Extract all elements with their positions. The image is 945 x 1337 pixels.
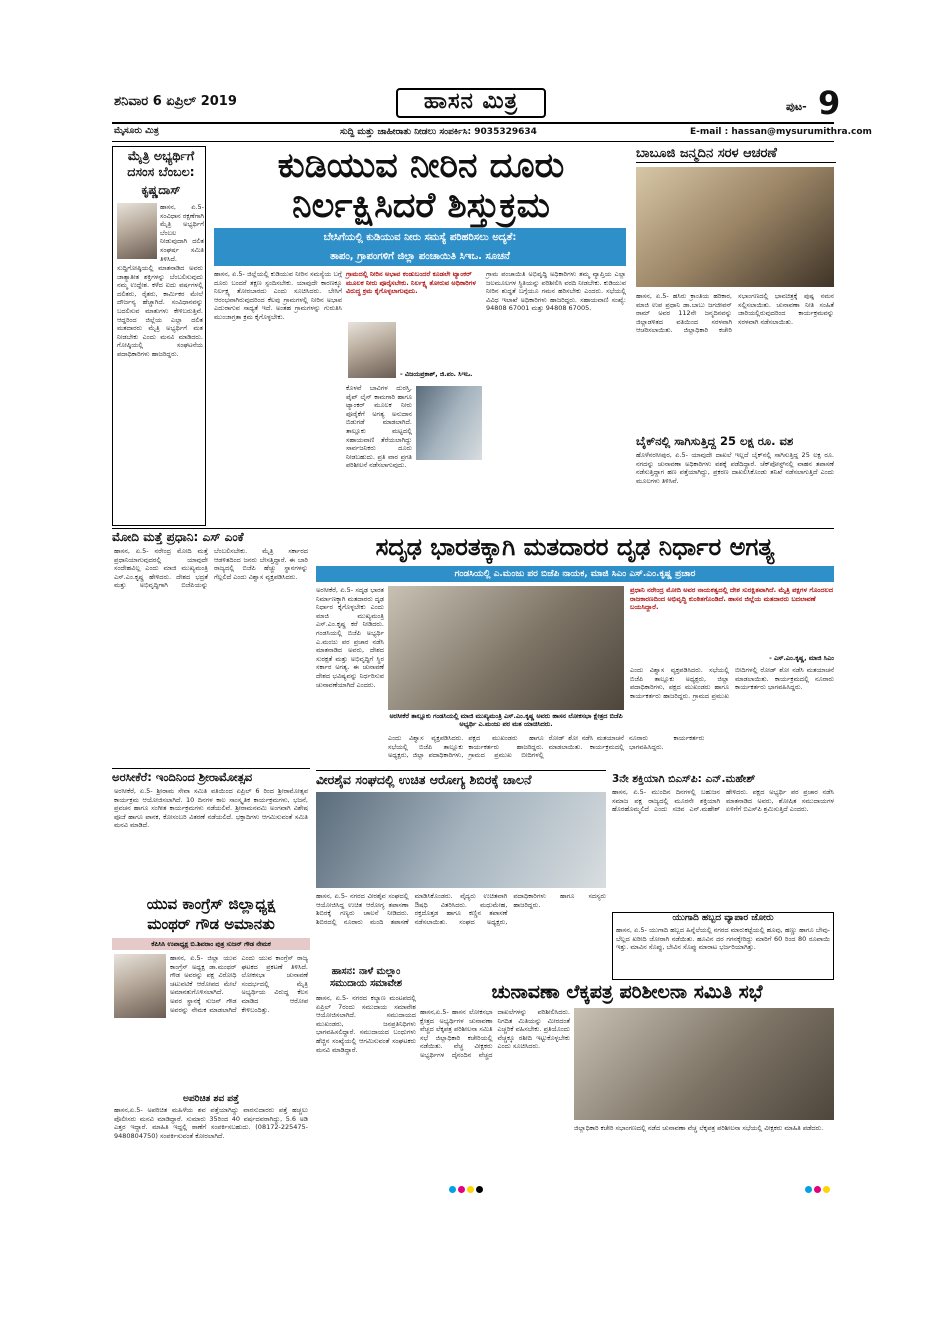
masthead: ಹಾಸನ ಮಿತ್ರ	[423, 88, 519, 114]
magenta-mark	[814, 1186, 821, 1193]
banner-title: ಸದೃಢ ಭಾರತಕ್ಕಾಗಿ ಮತದಾರರ ದೃಢ ನಿರ್ಧಾರ ಅಗತ್ಯ	[375, 532, 775, 561]
manthar-photo	[114, 954, 166, 1018]
lead-subtitle-1: ಬೇಸಿಗೆಯಲ್ಲಿ ಕುಡಿಯುವ ನೀರು ಸಮಸ್ಯೆ ಪರಿಹರಿಸಲು ಅದ್ಯತೆ:	[323, 232, 517, 243]
babuji-title: ಬಾಬೂಜಿ ಜನ್ಮದಿನ ಸರಳ ಆಚರಣೆ	[636, 146, 836, 163]
meeting-body: ಹಾಸನ, ಏ.5- ನಗರದ ಕಲ್ಯಾಣ ಮಂಟಪದಲ್ಲಿ ಏಪ್ರಿಲ್ 7ರಂದು ಸಮುದಾಯ ಸಮಾವೇಶ ಆಯೋಜಿಸಲಾಗಿದೆ. ಸಮುದಾಯದ ಮುಖಂಡರು, ಜನಪ್ರತಿನಿಧಿಗಳು ಭಾಗವಹಿಸಲಿದ್ದಾರೆ. ಸಮುದಾಯದ ಬಂಧುಗಳು ಹೆಚ್ಚಿನ ಸಂಖ್ಯೆಯಲ್ಲಿ ಆಗಮಿಸುವಂತೆ ಸಂಘಟಕರು ಮನವಿ ಮಾಡಿದ್ದಾರೆ.	[316, 994, 416, 1054]
rally-caption: ಅರಸೀಕೆರೆ ತಾಲ್ಲೂಕು ಗಂಡಸಿಯಲ್ಲಿ ಮಾಜಿ ಮುಖ್ಯಮಂತ್ರಿ ಎಸ್.ಎಂ.ಕೃಷ್ಣ ಅವರು ಹಾಸನ ಲೋಕಸಭಾ ಕ್ಷೇತ್ರದ ಬಿಜೆಪಿ ಅಭ್ಯರ್ಥಿ ಎ.ಮಂಜು ಪರ ಮತ ಯಾಚಿಸಿದರು.	[389, 712, 623, 728]
bike-cash-body: ಹೊಳೆನರಸೀಪುರ, ಏ.5- ಯಾವುದೇ ದಾಖಲೆ ಇಲ್ಲದೆ ಬೈಕ್‌ನಲ್ಲಿ ಸಾಗಿಸುತ್ತಿದ್ದ 25 ಲಕ್ಷ ರೂ. ನಗದನ್ನು ಚುನಾವಣಾ ಅಧಿಕಾರಿಗಳು ವಶಕ್ಕೆ ಪಡೆದಿದ್ದಾರೆ. ಚೆಕ್‌ಪೋಸ್ಟ್‌ನಲ್ಲಿ ವಾಹನ ತಪಾಸಣೆ ನಡೆಸುತ್ತಿದ್ದಾಗ ಹಣ ಪತ್ತೆಯಾಗಿದ್ದು, ಪ್ರಕರಣ ದಾಖಲಿಸಿಕೊಂಡು ತನಿಖೆ ನಡೆಸಲಾಗುತ್ತಿದೆ ಎಂದು ಮೂಲಗಳು ತಿಳಿಸಿವೆ.	[636, 451, 834, 485]
sriram-title: ಅರಸೀಕೆರೆ: ಇಂದಿನಿಂದ ಶ್ರೀರಾಮೋತ್ಸವ	[112, 770, 253, 784]
ugadi-body: ಹಾಸನ, ಏ.5- ಯುಗಾದಿ ಹಬ್ಬದ ಹಿನ್ನೆಲೆಯಲ್ಲಿ ನಗರದ ಮಾರುಕಟ್ಟೆಯಲ್ಲಿ ಹೂವು, ಹಣ್ಣು ಹಾಗೂ ಬೇವು-ಬೆಲ್ಲದ ಖರೀದಿ ಜೋರಾಗಿ ನಡೆಯಿತು. ಹೂವಿನ ದರ ಗಗನಕ್ಕೇರಿದ್ದು ಮಾರಿಗೆ 60 ರಿಂದ 80 ರೂಪಾಯಿ ಇತ್ತು. ಮಾವಿನ ಸೊಪ್ಪು, ಬೇವಿನ ಸೊಪ್ಪು ಮಾರಾಟ ಭರ್ಜರಿಯಾಗಿತ್ತು.	[616, 926, 830, 952]
modi-title: ಮೋದಿ ಮತ್ತೆ ಪ್ರಧಾನಿ: ಎಸ್ ಎಂಕೆ	[112, 530, 244, 544]
black-mark	[476, 1186, 483, 1193]
meeting-title-2: ಸಮುದಾಯ ಸಮಾವೇಶ	[330, 978, 402, 989]
health-camp-photo	[316, 792, 606, 888]
registration-marks-right	[804, 1178, 844, 1188]
banner-body: ಅರಸೀಕೆರೆ, ಏ.5- ಸದೃಢ ಭಾರತ ನಿರ್ಮಾಣಕ್ಕಾಗಿ ಮತದಾರರು ದೃಢ ನಿರ್ಧಾರ ಕೈಗೊಳ್ಳಬೇಕು ಎಂದು ಮಾಜಿ ಮುಖ್ಯಮಂತ್ರಿ ಎಸ್.ಎಂ.ಕೃಷ್ಣ ಕರೆ ನೀಡಿದರು. ಗಂಡಸಿಯಲ್ಲಿ ಬಿಜೆಪಿ ಅಭ್ಯರ್ಥಿ ಎ.ಮಂಜು ಪರ ಪ್ರಚಾರ ನಡೆಸಿ ಮಾತನಾಡಿದ ಅವರು, ದೇಶದ ಸುರಕ್ಷತೆ ಮತ್ತು ಅಭಿವೃದ್ಧಿಗೆ ಸ್ಥಿರ ಸರ್ಕಾರ ಅಗತ್ಯ. ಈ ಚುನಾವಣೆ ದೇಶದ ಭವಿಷ್ಯವನ್ನು ನಿರ್ಧರಿಸುವ ಚುನಾವಣೆಯಾಗಿದೆ ಎಂದರು.	[316, 586, 384, 689]
unknown-body: ಹಾಸನ,ಏ.5- ಅಪರಿಚಿತ ಮಹಿಳೆಯ ಶವ ಪತ್ತೆಯಾಗಿದ್ದು ವಾರಸುದಾರರು ಪತ್ತೆ ಹಚ್ಚಲು ಪೊಲೀಸರು ಮನವಿ ಮಾಡಿದ್ದಾರೆ. ಸುಮಾರು 35ರಿಂದ 40 ವರ್ಷದವರಾಗಿದ್ದು, 5.6 ಅಡಿ ಎತ್ತರ ಇದ್ದಾರೆ. ಮಾಹಿತಿ ಇದ್ದಲ್ಲಿ ಠಾಣೆಗೆ ಸಂಪರ್ಕಿಸಬಹುದು. (08172-225475-9480804750) ಸಂಪರ್ಕಿಸುವಂತೆ ಕೋರಲಾಗಿದೆ.	[114, 1106, 308, 1140]
ugadi-title: ಯುಗಾದಿ ಹಬ್ಬದ ವ್ಯಾಪಾರ ಜೋರು	[672, 913, 774, 923]
lead-body-3: ಗ್ರಾಮ ಪಂಚಾಯಿತಿ ಅಭಿವೃದ್ಧಿ ಅಧಿಕಾರಿಗಳು ತಮ್ಮ ವ್ಯಾಪ್ತಿಯ ಎಲ್ಲಾ ಜಲಮೂಲಗಳ ಸ್ಥಿತಿಯನ್ನು ಪರಿಶೀಲಿಸಿ ವರದಿ ನೀಡಬೇಕು. ಕುಡಿಯುವ ನೀರಿನ ಶುದ್ಧತೆ ಬಗ್ಗೆಯೂ ಗಮನ ಹರಿಸಬೇಕು ಎಂದರು. ಸಭೆಯಲ್ಲಿ ವಿವಿಧ ಇಲಾಖೆ ಅಧಿಕಾರಿಗಳು ಹಾಜರಿದ್ದರು. ಸಹಾಯವಾಣಿ ಸಂಖ್ಯೆ: 94808 67001 ಮತ್ತು 94808 67005.	[486, 270, 626, 313]
sriram-body: ಅರಸೀಕೆರೆ, ಏ.5- ಶ್ರೀರಾಮ ಸೇವಾ ಸಮಿತಿ ವತಿಯಿಂದ ಏಪ್ರಿಲ್ 6 ರಿಂದ ಶ್ರೀರಾಮೋತ್ಸವ ಕಾರ್ಯಕ್ರಮ ಆಯೋಜಿಸಲಾಗಿದೆ. 10 ದಿನಗಳ ಕಾಲ ಸಾಂಸ್ಕೃತಿಕ ಕಾರ್ಯಕ್ರಮಗಳು, ಭಜನೆ, ಪ್ರವಚನ ಹಾಗೂ ಸಂಗೀತ ಕಾರ್ಯಕ್ರಮಗಳು ನಡೆಯಲಿವೆ. ಶ್ರೀರಾಮನವಮಿ ಅಂಗವಾಗಿ ವಿಶೇಷ ಪೂಜೆ ಹಾಗೂ ಪಾನಕ, ಕೋಸಂಬರಿ ವಿತರಣೆ ನಡೆಯಲಿದೆ. ಭಕ್ತಾದಿಗಳು ಆಗಮಿಸುವಂತೆ ಸಮಿತಿ ಮನವಿ ಮಾಡಿದೆ.	[114, 787, 308, 830]
veerashaiva-title: ವೀರಶೈವ ಸಂಘದಲ್ಲಿ ಉಚಿತ ಆರೋಗ್ಯ ಶಿಬಿರಕ್ಕೆ ಚಾಲನೆ	[316, 772, 532, 787]
lead-subtitle-ribbon	[214, 228, 626, 266]
yellow-mark	[823, 1186, 830, 1193]
lead-byline: - ವಿಜಯಪ್ರಕಾಶ್, ಜಿ.ಪಂ. ಸಿಇಒ.	[400, 370, 473, 378]
lead-body-2: ಕೊಳವೆ ಬಾವಿಗಳ ದುರಸ್ತಿ, ಪೈಪ್ ಲೈನ್ ಕಾಮಗಾರಿ ಹಾಗೂ ಟ್ಯಾಂಕರ್ ಮೂಲಕ ನೀರು ಪೂರೈಕೆಗೆ ಅಗತ್ಯ ಅನುದಾನ ಬಿಡುಗಡೆ ಮಾಡಲಾಗಿದೆ. ತಾಲ್ಲೂಕು ಮಟ್ಟದಲ್ಲಿ ಸಹಾಯವಾಣಿ ತೆರೆಯಲಾಗಿದ್ದು ಸಾರ್ವಜನಿಕರು ದೂರು ನೀಡಬಹುದು. ಪ್ರತಿ ವಾರ ಪ್ರಗತಿ ಪರಿಶೀಲನೆ ನಡೆಸಲಾಗುವುದು.	[346, 384, 412, 470]
ceo-photo	[348, 322, 396, 378]
section-rule-1	[112, 528, 834, 529]
contact-line: ಸುದ್ದಿ ಮತ್ತು ಜಾಹೀರಾತು ನೀಡಲು ಸಂಪರ್ಕಿಸಿ: 9035329634	[340, 127, 537, 137]
yellow-mark	[467, 1186, 474, 1193]
cyan-mark	[449, 1186, 456, 1193]
meeting-title-1: ಹಾಸನ: ನಾಳೆ ಮಲ್ಲಾಂ	[331, 966, 401, 977]
lead-pull-quote: ಗ್ರಾಮದಲ್ಲಿ ನೀರಿನ ಅಭಾವ ಕಂಡುಬಂದರೆ ಕೂಡಲೇ ಟ್ಯಾಂಕರ್ ಮೂಲಕ ನೀರು ಪೂರೈಸಬೇಕು. ನಿರ್ಲಕ್ಷ್ಯ ತೋರುವ ಅಧಿಕಾರಿಗಳ ವಿರುದ್ಧ ಕ್ರಮ ಕೈಗೊಳ್ಳಲಾಗುವುದು.	[346, 270, 476, 296]
page-label: ಪುಟ-	[786, 100, 807, 113]
election-title: ಚುನಾವಣಾ ಲೆಕ್ಕಪತ್ರ ಪರಿಶೀಲನಾ ಸಮಿತಿ ಸಭೆ	[491, 981, 763, 1003]
banner-quote: ಪ್ರಧಾನಿ ನರೇಂದ್ರ ಮೋದಿ ಅವರ ನಾಯಕತ್ವದಲ್ಲಿ ದೇಶ ಸುರಕ್ಷಿತವಾಗಿದೆ. ಮೈತ್ರಿ ಪಕ್ಷಗಳ ಗೊಂದಲದ ರಾಜಕಾರಣದಿಂದ ಅಭಿವೃದ್ಧಿ ಕುಂಠಿತಗೊಂಡಿದೆ. ಹಾಸನ ಜಿಲ್ಲೆಯ ಮತದಾರರು ಬದಲಾವಣೆ ಬಯಸಿದ್ದಾರೆ.	[630, 586, 834, 612]
brand-left: ಮೈಸೂರು ಮಿತ್ರ	[114, 126, 159, 136]
section-rule-3	[316, 770, 606, 771]
election-body: ಹಾಸನ,ಏ.5- ಹಾಸನ ಲೋಕಸಭಾ ಕ್ಷೇತ್ರದ ಅಭ್ಯರ್ಥಿಗಳ ಚುನಾವಣಾ ವೆಚ್ಚದ ಲೆಕ್ಕಪತ್ರ ಪರಿಶೀಲನಾ ಸಮಿತಿ ಸಭೆ ಜಿಲ್ಲಾಧಿಕಾರಿ ಕಚೇರಿಯಲ್ಲಿ ನಡೆಯಿತು. ವೆಚ್ಚ ವೀಕ್ಷಕರು ಅಭ್ಯರ್ಥಿಗಳ ದೈನಂದಿನ ವೆಚ್ಚದ ದಾಖಲೆಗಳನ್ನು ಪರಿಶೀಲಿಸಿದರು. ನಿಗದಿತ ಮಿತಿಯನ್ನು ಮೀರದಂತೆ ಎಚ್ಚರಿಕೆ ವಹಿಸಬೇಕು. ಪ್ರತಿಯೊಂದು ವೆಚ್ಚಕ್ಕೂ ರಶೀದಿ ಇಟ್ಟುಕೊಳ್ಳಬೇಕು ಎಂದು ಸೂಚಿಸಿದರು.	[420, 1008, 570, 1059]
header-rule-2	[112, 141, 834, 142]
registration-marks	[448, 1178, 508, 1188]
section-rule-2	[112, 768, 310, 769]
banner-body-right: ಎಂದು ವಿಶ್ವಾಸ ವ್ಯಕ್ತಪಡಿಸಿದರು. ಸಭೆಯಲ್ಲಿ ಬಿಜೆಪಿ ತಾಲ್ಲೂಕು ಅಧ್ಯಕ್ಷರು, ಜಿಲ್ಲಾ ಪದಾಧಿಕಾರಿಗಳು, ಪಕ್ಷದ ಮುಖಂಡರು ಹಾಗೂ ಕಾರ್ಯಕರ್ತರು ಹಾಜರಿದ್ದರು. ಗ್ರಾಮದ ಪ್ರಮುಖ ಬೀದಿಗಳಲ್ಲಿ ರೋಡ್ ಶೋ ನಡೆಸಿ ಮತಯಾಚನೆ ಮಾಡಲಾಯಿತು. ಕಾರ್ಯಕ್ರಮದಲ್ಲಿ ನೂರಾರು ಕಾರ್ಯಕರ್ತರು ಭಾಗವಹಿಸಿದ್ದರು.	[630, 666, 834, 700]
banner-subtitle: ಗಂಡಸಿಯಲ್ಲಿ ಎ.ಮಂಜು ಪರ ಬಿಜೆಪಿ ನಾಯಕ, ಮಾಜಿ ಸಿಎಂ ಎಸ್.ಎಂ.ಕೃಷ್ಣ ಪ್ರಚಾರ	[316, 566, 834, 582]
unknown-title: ಅಪರಿಚಿತ ಶವ ಪತ್ತೆ	[183, 1094, 239, 1104]
maitri-title-1: ಮೈತ್ರಿ ಅಭ್ಯರ್ಥಿಗೆ	[127, 148, 195, 163]
banner-body-continued: ಎಂದು ವಿಶ್ವಾಸ ವ್ಯಕ್ತಪಡಿಸಿದರು. ಸಭೆಯಲ್ಲಿ ಬಿಜೆಪಿ ತಾಲ್ಲೂಕು ಅಧ್ಯಕ್ಷರು, ಜಿಲ್ಲಾ ಪದಾಧಿಕಾರಿಗಳು, ಪಕ್ಷದ ಮುಖಂಡರು ಹಾಗೂ ಕಾರ್ಯಕರ್ತರು ಹಾಜರಿದ್ದರು. ಗ್ರಾಮದ ಪ್ರಮುಖ ಬೀದಿಗಳಲ್ಲಿ ರೋಡ್ ಶೋ ನಡೆಸಿ ಮತಯಾಚನೆ ಮಾಡಲಾಯಿತು. ಕಾರ್ಯಕ್ರಮದಲ್ಲಿ ನೂರಾರು ಕಾರ್ಯಕರ್ತರು ಭಾಗವಹಿಸಿದ್ದರು.	[388, 734, 705, 760]
election-meeting-photo	[574, 1008, 834, 1120]
lead-title-1: ಕುಡಿಯುವ ನೀರಿನ ದೂರು	[277, 145, 565, 186]
krishnadas-photo	[117, 203, 157, 259]
lead-body-1: ಹಾಸನ, ಏ.5- ಜಿಲ್ಲೆಯಲ್ಲಿ ಕುಡಿಯುವ ನೀರಿನ ಸಮಸ್ಯೆಯ ಬಗ್ಗೆ ದೂರು ಬಂದರೆ ತಕ್ಷಣ ಸ್ಪಂದಿಸಬೇಕು. ಯಾವುದೇ ಕಾರಣಕ್ಕೂ ನಿರ್ಲಕ್ಷ್ಯ ತೋರಬಾರದು ಎಂದು ಸೂಚಿಸಿದರು. ಬೇಸಿಗೆ ಆರಂಭವಾಗಿರುವುದರಿಂದ ಕೆಲವು ಗ್ರಾಮಗಳಲ್ಲಿ ನೀರಿನ ಅಭಾವ ಎದುರಾಗುವ ಸಾಧ್ಯತೆ ಇದೆ. ಅಂತಹ ಗ್ರಾಮಗಳನ್ನು ಗುರುತಿಸಿ ಮುಂಜಾಗ್ರತಾ ಕ್ರಮ ಕೈಗೊಳ್ಳಬೇಕು.	[214, 270, 342, 321]
page-number: 9	[818, 84, 841, 122]
youth-title-1: ಯುವ ಕಾಂಗ್ರೆಸ್ ಜಿಲ್ಲಾಧ್ಯಕ್ಷ	[146, 895, 276, 913]
cyan-mark	[805, 1186, 812, 1193]
modi-body: ಹಾಸನ, ಏ.5- ನರೇಂದ್ರ ಮೋದಿ ಮತ್ತೆ ಪ್ರಧಾನಿಯಾಗುವುದರಲ್ಲಿ ಯಾವುದೇ ಸಂದೇಹವಿಲ್ಲ ಎಂದು ಮಾಜಿ ಮುಖ್ಯಮಂತ್ರಿ ಎಸ್.ಎಂ.ಕೃಷ್ಣ ಹೇಳಿದರು. ದೇಶದ ಭದ್ರತೆ ಮತ್ತು ಅಭಿವೃದ್ಧಿಗಾಗಿ ಬಿಜೆಪಿಯನ್ನು ಬೆಂಬಲಿಸಬೇಕು. ಮೈತ್ರಿ ಸರ್ಕಾರದ ಆಡಳಿತದಿಂದ ಜನರು ಬೇಸತ್ತಿದ್ದಾರೆ. ಈ ಬಾರಿ ರಾಜ್ಯದಲ್ಲಿ ಬಿಜೆಪಿ ಹೆಚ್ಚು ಸ್ಥಾನಗಳನ್ನು ಗೆಲ್ಲಲಿದೆ ಎಂದು ವಿಶ್ವಾಸ ವ್ಯಕ್ತಪಡಿಸಿದರು.	[114, 547, 308, 590]
contact-email: E-mail : hassan@mysurumithra.com	[690, 127, 872, 137]
mahesh-title: 3ನೇ ಶಕ್ತಿಯಾಗಿ ಬಿಎಸ್‌ಪಿ: ಎನ್.ಮಹೇಶ್	[612, 773, 756, 785]
banner-quote-by: - ಎಸ್.ಎಂ.ಕೃಷ್ಣ, ಮಾಜಿ ಸಿಎಂ	[769, 654, 834, 662]
lead-title-2: ನಿರ್ಲಕ್ಷಿಸಿದರೆ ಶಿಸ್ತುಕ್ರಮ	[292, 185, 550, 226]
rally-photo	[388, 586, 624, 710]
youth-subtitle: ಕೆಪಿಸಿಸಿ ಉಪಾಧ್ಯಕ್ಷ ಬಿ.ಶಿವರಾಂ ಪುತ್ರ ಸುಜನ್ ಗೌಡ ನೇಮಕ	[112, 938, 310, 950]
header-rule	[112, 122, 834, 124]
veerashaiva-body: ಹಾಸನ, ಏ.5- ನಗರದ ವೀರಶೈವ ಸಂಘದಲ್ಲಿ ಆಯೋಜಿಸಿದ್ದ ಉಚಿತ ಆರೋಗ್ಯ ತಪಾಸಣಾ ಶಿಬಿರಕ್ಕೆ ಗಣ್ಯರು ಚಾಲನೆ ನೀಡಿದರು. ಶಿಬಿರದಲ್ಲಿ ನೂರಾರು ಮಂದಿ ತಪಾಸಣೆ ಮಾಡಿಸಿಕೊಂಡರು. ವೈದ್ಯರು ಉಚಿತವಾಗಿ ಔಷಧಿ ವಿತರಿಸಿದರು. ಮಧುಮೇಹ, ರಕ್ತದೊತ್ತಡ ಹಾಗೂ ಕಣ್ಣಿನ ತಪಾಸಣೆ ನಡೆಸಲಾಯಿತು. ಸಂಘದ ಅಧ್ಯಕ್ಷರು, ಪದಾಧಿಕಾರಿಗಳು ಹಾಗೂ ಸದಸ್ಯರು ಹಾಜರಿದ್ದರು.	[316, 892, 606, 926]
babuji-body: ಹಾಸನ, ಏ.5- ಹಸಿರು ಕ್ರಾಂತಿಯ ಹರಿಕಾರ, ಮಾಜಿ ಉಪ ಪ್ರಧಾನಿ ಡಾ.ಬಾಬು ಜಗಜೀವನ್ ರಾಮ್ ಅವರ 112ನೇ ಜನ್ಮದಿನವನ್ನು ಜಿಲ್ಲಾಡಳಿತದ ವತಿಯಿಂದ ಸರಳವಾಗಿ ಆಚರಿಸಲಾಯಿತು. ಜಿಲ್ಲಾಧಿಕಾರಿ ಕಚೇರಿ ಸಭಾಂಗಣದಲ್ಲಿ ಭಾವಚಿತ್ರಕ್ಕೆ ಪುಷ್ಪ ನಮನ ಸಲ್ಲಿಸಲಾಯಿತು. ಚುನಾವಣಾ ನೀತಿ ಸಂಹಿತೆ ಜಾರಿಯಲ್ಲಿರುವುದರಿಂದ ಕಾರ್ಯಕ್ರಮವನ್ನು ಸರಳವಾಗಿ ನಡೆಸಲಾಯಿತು.	[636, 292, 834, 335]
magenta-mark	[458, 1186, 465, 1193]
lead-subtitle-2: ತಾಪಂ, ಗ್ರಾಪಂಗಳಿಗೆ ಜಿಲ್ಲಾ ಪಂಚಾಯಿತಿ ಸಿಇಒ. ಸೂಚನೆ	[330, 251, 510, 262]
tap-photo	[416, 386, 482, 460]
maitri-body: ಸುದ್ದಿಗೋಷ್ಠಿಯಲ್ಲಿ ಮಾತನಾಡಿದ ಅವರು ಜಾತ್ಯಾತೀತ ಶಕ್ತಿಗಳನ್ನು ಬೆಂಬಲಿಸುವುದು ನಮ್ಮ ಉದ್ದೇಶ. ಕಳೆದ ಐದು ವರ್ಷಗಳಲ್ಲಿ ದಲಿತರು, ರೈತರು, ಕಾರ್ಮಿಕರ ಮೇಲೆ ದೌರ್ಜನ್ಯ ಹೆಚ್ಚಾಗಿದೆ. ಸಂವಿಧಾನವನ್ನು ಬದಲಿಸುವ ಮಾತುಗಳು ಕೇಳಿಬರುತ್ತಿವೆ. ಆದ್ದರಿಂದ ಜಿಲ್ಲೆಯ ಎಲ್ಲಾ ದಲಿತ ಮತದಾರರು ಮೈತ್ರಿ ಅಭ್ಯರ್ಥಿಗೆ ಮತ ನೀಡಬೇಕು ಎಂದು ಮನವಿ ಮಾಡಿದರು. ಗೋಷ್ಠಿಯಲ್ಲಿ ಸಂಘಟನೆಯ ಪದಾಧಿಕಾರಿಗಳು ಹಾಜರಿದ್ದರು.	[117, 264, 203, 358]
issue-date: ಶನಿವಾರ 6 ಏಪ್ರಿಲ್ 2019	[114, 94, 237, 109]
maitri-title-2: ದಸಂಸ ಬೆಂಬಲ:	[127, 164, 195, 179]
youth-body: ಹಾಸನ, ಏ.5- ಜಿಲ್ಲಾ ಯುವ ಕಾಂಗ್ರೆಸ್ ಅಧ್ಯಕ್ಷ ಡಾ.ಮಂಥರ್ ಗೌಡ ಅವರನ್ನು ಪಕ್ಷ ವಿರೋಧಿ ಚಟುವಟಿಕೆ ಆರೋಪದ ಮೇಲೆ ಅಮಾನತುಗೊಳಿಸಲಾಗಿದೆ. ಅವರ ಸ್ಥಾನಕ್ಕೆ ಸುಜನ್ ಗೌಡ ಅವರನ್ನು ನೇಮಕ ಮಾಡಲಾಗಿದೆ ಎಂದು ಯುವ ಕಾಂಗ್ರೆಸ್ ರಾಜ್ಯ ಘಟಕದ ಪ್ರಕಟಣೆ ತಿಳಿಸಿದೆ. ಲೋಕಸಭಾ ಚುನಾವಣೆ ಸಂದರ್ಭದಲ್ಲಿ ಮೈತ್ರಿ ಅಭ್ಯರ್ಥಿಯ ವಿರುದ್ಧ ಕೆಲಸ ಮಾಡಿದ ಆರೋಪ ಕೇಳಿಬಂದಿತ್ತು.	[170, 954, 308, 1014]
mahesh-body: ಹಾಸನ, ಏ.5- ಮುಂದಿನ ದಿನಗಳಲ್ಲಿ ಬಹುಜನ ಸಮಾಜ ಪಕ್ಷ ರಾಜ್ಯದಲ್ಲಿ ಮೂರನೇ ಶಕ್ತಿಯಾಗಿ ಹೊರಹೊಮ್ಮಲಿದೆ ಎಂದು ಸಚಿವ ಎನ್.ಮಹೇಶ್ ಹೇಳಿದರು. ಪಕ್ಷದ ಅಭ್ಯರ್ಥಿ ಪರ ಪ್ರಚಾರ ನಡೆಸಿ ಮಾತನಾಡಿದ ಅವರು, ಶೋಷಿತ ಸಮುದಾಯಗಳ ಏಳಿಗೆಗೆ ಬಿಎಸ್‌ಪಿ ಶ್ರಮಿಸುತ್ತಿದೆ ಎಂದರು.	[612, 788, 834, 814]
maitri-title-3: ಕೃಷ್ಣದಾಸ್	[141, 183, 181, 197]
election-caption: ಜಿಲ್ಲಾಧಿಕಾರಿ ಕಚೇರಿ ಸಭಾಂಗಣದಲ್ಲಿ ನಡೆದ ಚುನಾವಣಾ ವೆಚ್ಚ ಲೆಕ್ಕಪತ್ರ ಪರಿಶೀಲನಾ ಸಭೆಯಲ್ಲಿ ವೀಕ್ಷಕರು ಮಾಹಿತಿ ಪಡೆದರು.	[574, 1124, 824, 1132]
maitri-intro: ಹಾಸನ, ಏ.5- ಸಂವಿಧಾನ ರಕ್ಷಣೆಗಾಗಿ ಮೈತ್ರಿ ಅಭ್ಯರ್ಥಿಗೆ ಬೆಂಬಲ ನೀಡುವುದಾಗಿ ದಲಿತ ಸಂಘರ್ಷ ಸಮಿತಿ ತಿಳಿಸಿದೆ.	[160, 203, 204, 263]
babuji-photo	[636, 167, 834, 287]
bike-cash-title: ಬೈಕ್‌ನಲ್ಲಿ ಸಾಗಿಸುತ್ತಿದ್ದ 25 ಲಕ್ಷ ರೂ. ವಶ	[636, 434, 794, 448]
youth-title-2: ಮಂಥರ್ ಗೌಡ ಅಮಾನತು	[147, 915, 275, 933]
